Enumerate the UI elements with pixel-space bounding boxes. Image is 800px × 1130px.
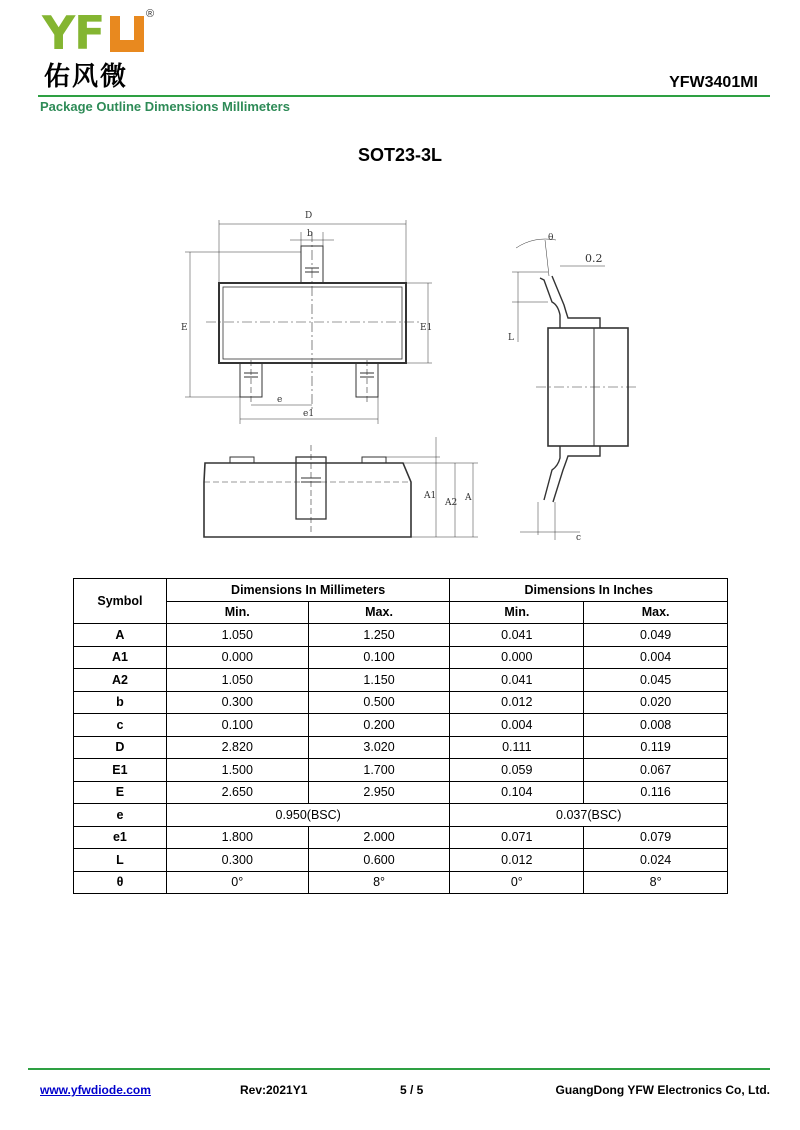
label-L: L [508,333,514,343]
package-title: SOT23-3L [357,145,443,165]
mm-max-header: Max. [308,601,450,624]
table-row: A2 1.050 1.150 0.041 0.045 [74,669,728,692]
label-A2: A2 [445,498,458,508]
table-row: E1 1.500 1.700 0.059 0.067 [74,759,728,782]
label-A1: A1 [424,491,437,501]
label-D: D [305,211,313,221]
label-e: e [277,395,283,405]
logo-letter-f: F [74,6,106,60]
label-c: c [576,533,582,543]
symbol-header: Symbol [74,579,167,624]
logo-letter-y: Y [42,6,76,60]
mm-header: Dimensions In Millimeters [166,579,450,602]
header-divider [38,95,770,97]
in-max-header: Max. [584,601,728,624]
table-row: A1 0.000 0.100 0.000 0.004 [74,646,728,669]
table-row: b 0.300 0.500 0.012 0.020 [74,691,728,714]
company-name: GuangDong YFW Electronics Co, Ltd. [555,1083,770,1097]
company-logo [40,6,160,92]
mm-min-header: Min. [166,601,308,624]
table-row: θ 0° 8° 0° 8° [74,871,728,894]
dimensions-table [73,578,728,894]
label-b: b [307,229,313,239]
label-E1: E1 [420,323,433,333]
label-A: A [465,493,472,503]
table-row: L 0.300 0.600 0.012 0.024 [74,849,728,872]
revision: Rev:2021Y1 [240,1083,308,1097]
table-row: e 0.950(BSC) 0.037(BSC) [74,804,728,827]
in-min-header: Min. [450,601,584,624]
front-view-body [204,463,411,537]
website-link[interactable]: www.yfwdiode.com [40,1083,151,1097]
section-subtitle: Package Outline Dimensions Millimeters [40,99,290,114]
table-row: c 0.100 0.200 0.004 0.008 [74,714,728,737]
label-E: E [181,323,188,333]
registered-mark: ® [146,8,155,20]
label-e1: e1 [303,409,315,419]
table-row: D 2.820 3.020 0.111 0.119 [74,736,728,759]
top-view-body [219,283,406,363]
table-row: e1 1.800 2.000 0.071 0.079 [74,826,728,849]
logo-chinese-name: 佑风微 [44,62,129,92]
table-row: E 2.650 2.950 0.104 0.116 [74,781,728,804]
part-number: YFW3401MI [669,74,758,91]
table-row: A 1.050 1.250 0.041 0.049 [74,624,728,647]
page-number: 5 / 5 [400,1083,424,1097]
label-gauge: 0.2 [585,252,603,265]
inch-header: Dimensions In Inches [450,579,728,602]
label-theta: θ [548,233,554,243]
footer-divider [28,1068,770,1070]
package-outline-drawing [150,200,650,550]
